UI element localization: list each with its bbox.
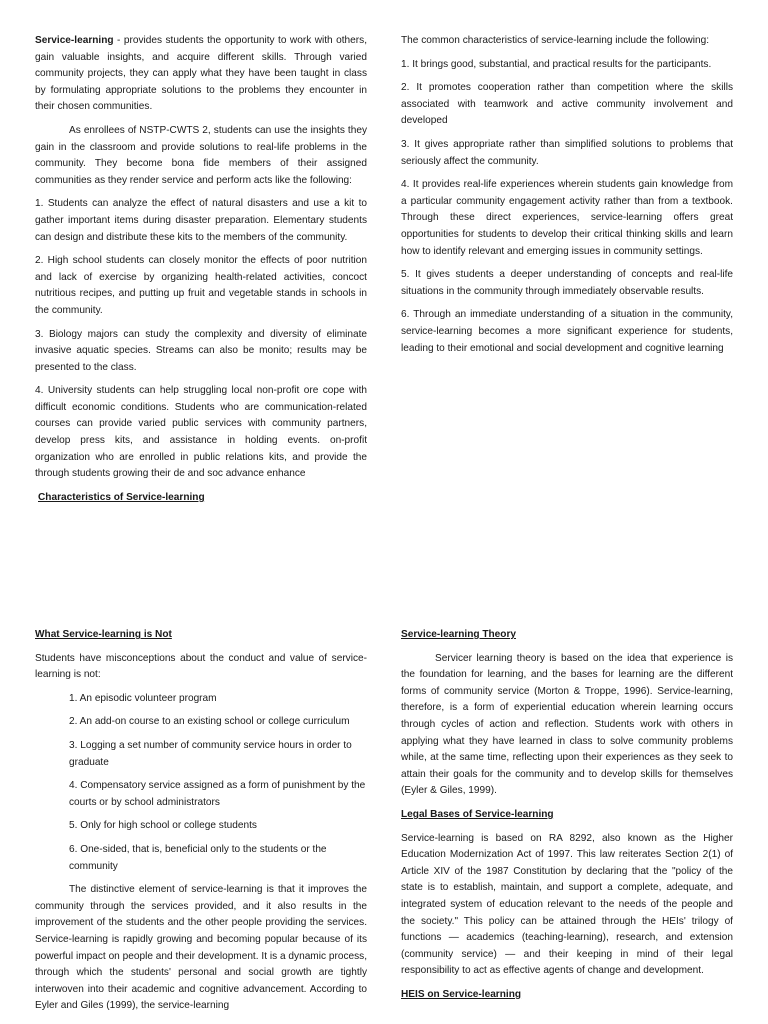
characteristic-item-1: 1. It brings good, substantial, and practical results for the participants. bbox=[401, 58, 712, 70]
example-item-2: 2. High school students can closely monitor the effects of poor nutrition and lack of exercise by organizing health-related activities, concoct nutritious recipes, and putting up fruit and vegetable stands in schools in the community. bbox=[35, 255, 367, 316]
bottom-left-column bbox=[35, 627, 367, 1022]
not-item-1: 1. An episodic volunteer program bbox=[69, 692, 217, 704]
what-not-heading: What Service-learning is Not bbox=[35, 629, 172, 640]
example-item-4: 4. University students can help struggling local non-profit ore cope with difficult economic conditions. Students who are communication-related courses can provide varied public services with community partners, develop press kits, and assistance in holding events. on-profit organization who are enrolled in public relations kits, and provide the through students growing their de and soc advance enhance bbox=[35, 385, 367, 480]
top-right-column bbox=[401, 33, 733, 364]
intro-paragraph bbox=[35, 33, 367, 116]
characteristics-heading: Characteristics of Service-learning bbox=[38, 491, 205, 503]
characteristic-item-6: 6. Through an immediate understanding of a situation in the community, service-learning becomes a more significant experience for students, leading to their emotional and social development and cognitive learning bbox=[401, 309, 733, 354]
not-item-6: 6. One-sided, that is, beneficial only to the students or the community bbox=[69, 843, 327, 872]
example-item-3: 3. Biology majors can study the complexity and diversity of eliminate invasive aquatic species. Streams can also be monito; results may be presented to the class. bbox=[35, 328, 367, 373]
characteristic-item-4: 4. It provides real-life experiences wherein students gain knowledge from a particular community engagement activity rather than from a textbook. Through these direct experiences, service-learning offers great opportunities for students to develop their critical thinking skills and learn how to identify relevant and emerging issues in community settings. bbox=[401, 179, 733, 257]
misconceptions-intro: Students have misconceptions about the conduct and value of service-learning is not: bbox=[35, 652, 367, 681]
example-item-1: 1. Students can analyze the effect of natural disasters and use a kit to gather important items during disaster preparation. Elementary students can design and distribute these kits to the members of the community. bbox=[35, 198, 367, 243]
heis-heading: HEIS on Service-learning bbox=[401, 988, 522, 1000]
distinctive-element-paragraph: The distinctive element of service-learning is that it improves the community through the services provided, and it also results in the improvement of the students and the other people providing the services. Service-learning is rapidly growing and becoming popular because of its powerful impact on people and their development. It is a dynamic process, through which the students' personal and social growth are tightly interwoven into their academic and cognitive advancement. According to Eyler and Giles (1999), the service-learning bbox=[35, 884, 367, 1012]
not-item-2: 2. An add-on course to an existing school or college curriculum bbox=[69, 716, 350, 728]
not-item-4: 4. Compensatory service assigned as a form of punishment by the courts or by school administrators bbox=[69, 780, 366, 808]
not-item-3: 3. Logging a set number of community service hours in order to graduate bbox=[69, 739, 352, 768]
legal-bases-heading: Legal Bases of Service-learning bbox=[401, 808, 554, 820]
top-left-column bbox=[35, 33, 367, 513]
characteristic-item-2: 2. It promotes cooperation rather than competition where the skills associated with teamwork and active community involvement and developed bbox=[401, 82, 733, 127]
theory-paragraph: Servicer learning theory is based on the idea that experience is the foundation for learning, and the bases for learning are the different forms of community service (Morton & Troppe, 1996). Service-learning, therefore, is a form of experiential education wherein learning occurs through cycles of action and reflection. Students work with others in applying what they have learned in class to solve community problems while, at the same time, reflecting upon their experiences as they seek to attain their goals for the community and to develop skills for themselves (Eyler & Giles, 1999). bbox=[401, 652, 733, 797]
nstp-paragraph: As enrollees of NSTP-CWTS 2, students can use the insights they gain in the classroom and provide solutions to real-life problems in the community. They become bona fide members of their assigned communities as they render service and perform acts like the following: bbox=[35, 124, 367, 186]
bottom-right-column bbox=[401, 627, 733, 1010]
intro-text: - provides students the opportunity to work with others, gain valuable insights, and acquire different skills. Through varied community projects, they can apply what they have been taught in class by formulating appropriate solutions to the problems they encounter in their chosen communities. bbox=[35, 35, 367, 113]
characteristic-item-3: 3. It gives appropriate rather than simplified solutions to problems that seriously affect the community. bbox=[401, 138, 733, 167]
characteristics-intro: The common characteristics of service-learning include the following: bbox=[401, 35, 709, 46]
not-item-5: 5. Only for high school or college students bbox=[69, 820, 257, 832]
characteristic-item-5: 5. It gives students a deeper understanding of concepts and real-life situations in the community through immediately observable results. bbox=[401, 269, 733, 297]
intro-term: Service-learning bbox=[35, 35, 114, 46]
legal-bases-paragraph: Service-learning is based on RA 8292, also known as the Higher Education Modernization Act of 1997. This law reiterates Section 2(1) of Article XIV of the 1987 Constitution by declaring that the "policy of the state is to establish, maintain, and support a complete, adequate, and integrated system of education relevant to the needs of the people and the society." This policy can be attained through the HEIs' trilogy of functions — academics (teaching-learning), research, and extension (community service) — and their keeping in mind of their legal responsibility to act as effective agents of change and development. bbox=[401, 832, 733, 977]
theory-heading: Service-learning Theory bbox=[401, 629, 516, 640]
